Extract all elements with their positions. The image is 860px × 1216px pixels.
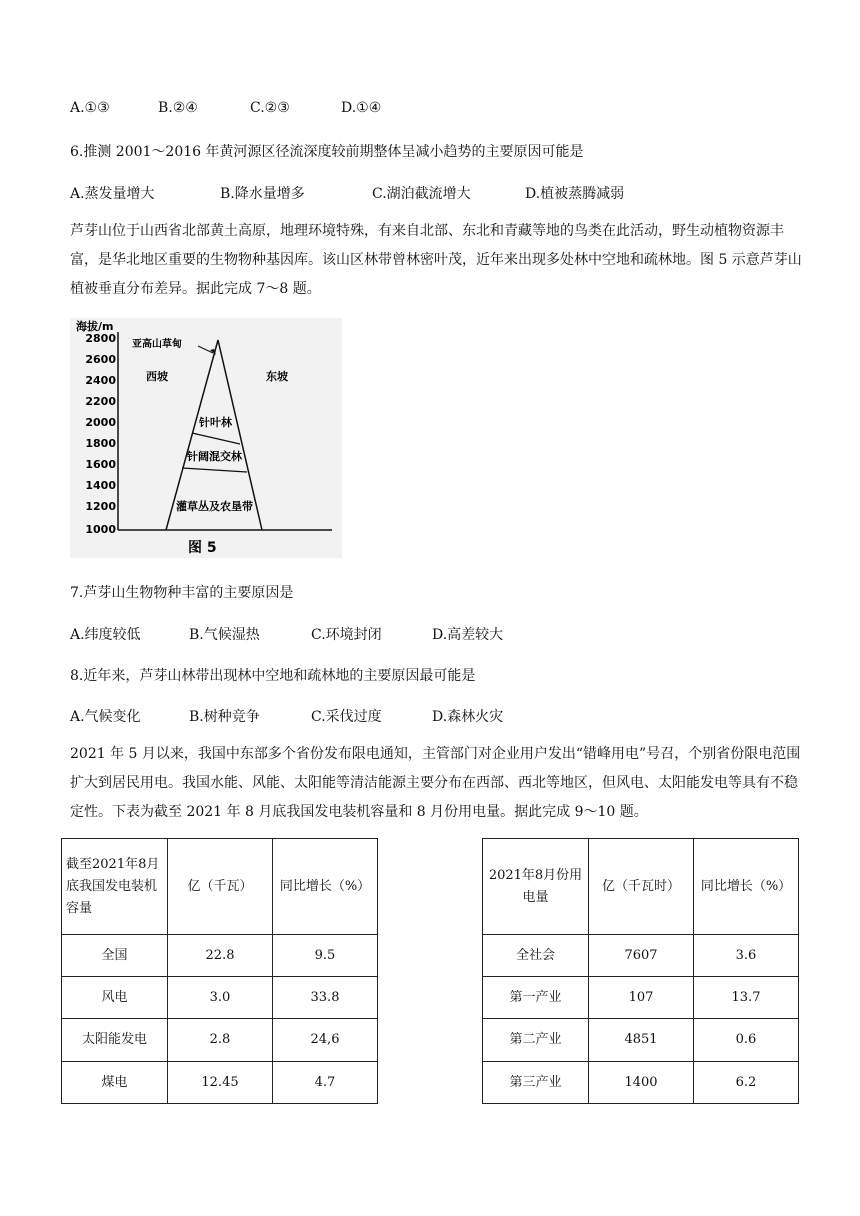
option: B.树种竞争 — [189, 709, 260, 725]
option: B.气候湿热 — [189, 627, 260, 643]
table-cell: 第三产业 — [483, 1062, 589, 1104]
passage-2: 2021 年 5 月以来，我国中东部多个省份发布限电通知，主管部门对企业用户发出“错峰用电”号召，个别省份限电范围扩大到居民用电。我国水能、风能、太阳能等清洁能源主要分布在西部、西北等地区，但风电、太阳能发电等具有不稳定性。下表为截至 2021 年 8 月底我国发电装机容量和 8 月份用电量。据此完成 9～10 题。 — [70, 746, 801, 820]
y-axis-label: 海拔/m — [76, 320, 114, 333]
table-cell: 4.7 — [273, 1062, 378, 1104]
y-tick: 1800 — [85, 437, 116, 450]
table-cell: 13.7 — [694, 977, 799, 1019]
table-cell: 煤电 — [62, 1062, 168, 1104]
table-gap — [378, 839, 483, 1104]
table-cell: 全国 — [62, 935, 168, 977]
table-cell: 风电 — [62, 977, 168, 1019]
y-tick: 2000 — [85, 416, 116, 429]
y-tick: 1600 — [85, 458, 116, 471]
table-cell: 全社会 — [483, 935, 589, 977]
table-cell: 2.8 — [168, 1019, 273, 1062]
table-cell: 第二产业 — [483, 1019, 589, 1062]
option: C.环境封闭 — [311, 627, 382, 643]
table-header-row — [62, 839, 799, 935]
q5-options — [70, 100, 381, 116]
option: A.纬度较低 — [70, 627, 141, 643]
table-cell: 第一产业 — [483, 977, 589, 1019]
table-cell: 3.6 — [694, 935, 799, 977]
q8-stem: 8.近年来，芦芽山林带出现林中空地和疏林地的主要原因最可能是 — [70, 668, 476, 684]
zone-label: 针阔混交林 — [187, 450, 242, 463]
zone-boundary — [192, 433, 240, 444]
column-header: 亿（千瓦） — [168, 839, 273, 935]
option: B.降水量增多 — [220, 186, 305, 202]
option: A.气候变化 — [70, 709, 141, 725]
table-cell: 4851 — [589, 1019, 694, 1062]
option: B.②④ — [158, 100, 198, 116]
table-cell: 9.5 — [273, 935, 378, 977]
power-data-table — [61, 838, 799, 1104]
table-cell: 0.6 — [694, 1019, 799, 1062]
y-tick: 2600 — [85, 353, 116, 366]
option: A.①③ — [70, 100, 110, 116]
zone-boundary — [182, 468, 247, 472]
option: D.高差较大 — [432, 627, 504, 643]
column-header: 亿（千瓦时） — [589, 839, 694, 935]
option: D.①④ — [341, 100, 382, 116]
table-cell: 107 — [589, 977, 694, 1019]
column-header: 同比增长（%） — [694, 839, 799, 935]
table-cell: 24,6 — [273, 1019, 378, 1062]
y-tick: 2800 — [85, 332, 116, 345]
peak-label: 亚高山草甸 — [132, 339, 182, 350]
leader-line — [198, 346, 213, 353]
option: C.采伐过度 — [311, 709, 382, 725]
y-tick: 2200 — [85, 395, 116, 408]
table-cell: 6.2 — [694, 1062, 799, 1104]
option: C.②③ — [250, 100, 290, 116]
figure-5 — [70, 318, 342, 558]
column-header: 同比增长（%） — [273, 839, 378, 935]
table-cell: 3.0 — [168, 977, 273, 1019]
passage-1: 芦芽山位于山西省北部黄土高原，地理环境特殊，有来自北部、东北和青藏等地的鸟类在此活动，野生动植物资源丰富，是华北地区重要的生物物种基因库。该山区林带曾林密叶茂，近年来出现多处林中空地和疏林地。图 5 示意芦芽山植被垂直分布差异。据此完成 7～8 题。 — [70, 223, 802, 297]
y-tick: 1200 — [85, 500, 116, 513]
vegetation-diagram — [70, 318, 342, 558]
q7-stem: 7.芦芽山生物物种丰富的主要原因是 — [70, 585, 294, 601]
q7-options — [70, 624, 503, 644]
y-tick: 2400 — [85, 374, 116, 387]
q8-options — [70, 706, 503, 726]
table-cell: 12.45 — [168, 1062, 273, 1104]
column-header: 截至2021年8月底我国发电装机容量 — [62, 839, 168, 935]
column-header: 2021年8月份用电量 — [483, 839, 589, 935]
table-cell: 1400 — [589, 1062, 694, 1104]
option: A.蒸发量增大 — [70, 186, 155, 202]
table-cell: 22.8 — [168, 935, 273, 977]
q6-options — [70, 183, 624, 203]
east-slope-label: 东坡 — [266, 370, 288, 383]
y-tick: 1000 — [85, 523, 116, 536]
west-slope-label: 西坡 — [146, 370, 168, 383]
table-cell: 33.8 — [273, 977, 378, 1019]
zone-label: 针叶林 — [199, 416, 232, 429]
q6-stem: 6.推测 2001～2016 年黄河源区径流深度较前期整体呈减小趋势的主要原因可能是 — [70, 144, 584, 160]
zone-label: 灌草丛及农垦带 — [176, 500, 253, 513]
table-cell: 太阳能发电 — [62, 1019, 168, 1062]
table-cell: 7607 — [589, 935, 694, 977]
y-tick: 1400 — [85, 479, 116, 492]
option: D.植被蒸腾减弱 — [525, 186, 625, 202]
option: C.湖泊截流增大 — [372, 186, 471, 202]
figure-caption: 图 5 — [188, 540, 217, 556]
option: D.森林火灾 — [432, 709, 504, 725]
